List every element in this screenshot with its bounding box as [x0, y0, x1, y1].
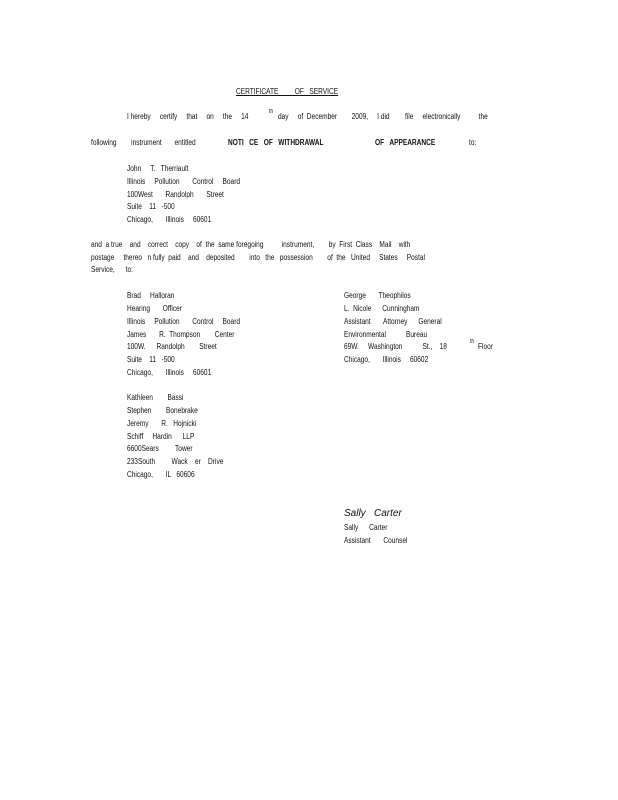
para2-line3: Service, to: [91, 265, 133, 274]
signer-title: Assistant Counsel [344, 536, 408, 545]
signer-name: Sally Carter [344, 523, 388, 532]
address-line: Schiff Hardin LLP [127, 432, 195, 441]
address-line: Hearing Officer [127, 304, 182, 313]
address-line: 69W. Washington St., 18 [344, 342, 447, 351]
address-line: Chicago, Illinois 60601 [127, 215, 212, 224]
para1-line1-mid: day of December 2009, I did [278, 112, 390, 121]
address-line: Brad Halloran [127, 291, 175, 300]
appearance-word: OF APPEARANCE [375, 138, 436, 147]
address-line: Chicago, Illinois 60601 [127, 368, 212, 377]
address-line: Suite 11 -500 [127, 202, 175, 211]
address-line: Illinois Pollution Control Board [127, 177, 241, 186]
certificate-title: CERTIFICATE OF SERVICE [236, 87, 339, 96]
address-line: James R. Thompson Center [127, 330, 235, 339]
para1-line2-to: to: [469, 138, 477, 147]
address-line: 6600Sears Tower [127, 444, 193, 453]
address-line: Stephen Bonebrake [127, 406, 198, 415]
floor-sup: th [470, 339, 475, 345]
address-line: Chicago, IL 60606 [127, 470, 195, 479]
address-line: John T. Therriault [127, 164, 189, 173]
address-line: 100West Randolph Street [127, 190, 224, 199]
floor-word: Floor [478, 342, 493, 351]
address-line: L. Nicole Cunningham [344, 304, 420, 313]
address-line: Suite 11 -500 [127, 355, 175, 364]
para1-line1-start: I hereby certify that on the 14 [127, 112, 249, 121]
address-line: Environmental Bureau [344, 330, 428, 339]
address-line: Kathleen Bassi [127, 393, 184, 402]
para1-line1-end: file electronically the [405, 112, 488, 121]
address-line: Assistant Attorney General [344, 317, 442, 326]
address-line: 233South Wack er Drive [127, 457, 224, 466]
address-line: 100W. Randolph Street [127, 342, 217, 351]
para2-line2: postage thereo n fully paid and deposited into the possession of the United States Postal [91, 253, 426, 262]
para1-line1-sup: th [269, 109, 274, 115]
signature-script: Sally Carter [344, 508, 402, 519]
address-line: Chicago, Illinois 60602 [344, 355, 429, 364]
address-line: Illinois Pollution Control Board [127, 317, 241, 326]
address-line: George Theophilos [344, 291, 411, 300]
notice-title: NOTI CE OF WITHDRAWAL [228, 138, 324, 147]
address-line: Jeremy R. Hojnicki [127, 419, 197, 428]
para2-line1: and a true and correct copy of the same foregoing instrument, by First Class Mail with [91, 240, 411, 249]
para1-line2-start: following instrument entitled [91, 138, 196, 147]
